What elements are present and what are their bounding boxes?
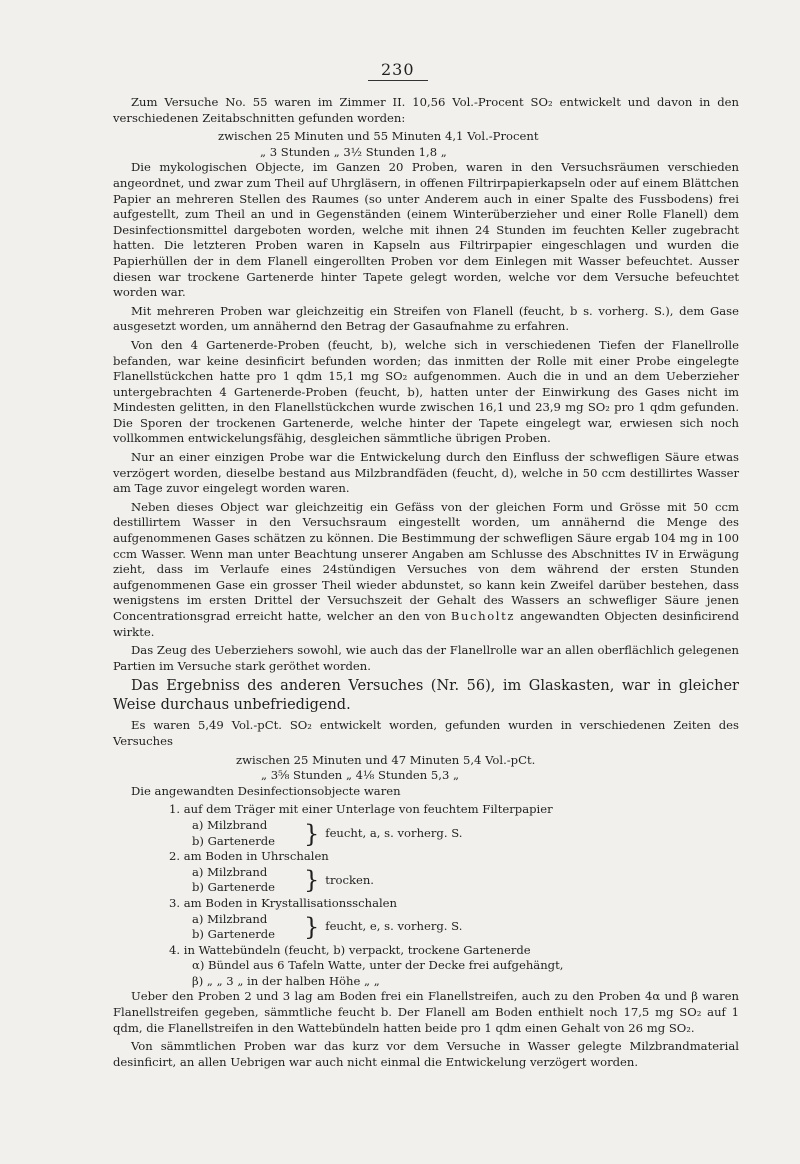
brace: } (304, 819, 320, 848)
paragraph: Es waren 5,49 Vol.-pCt. SO₂ entwickelt worden, gefunden wurden in verschiedenen Zeiten des Versuches (113, 718, 739, 748)
paragraph: Zum Versuche No. 55 waren im Zimmer II. 10,56 Vol.-Procent SO₂ entwickelt und davon in den verschiedenen Zeitabschnitten gefunden worden: (113, 95, 739, 125)
list-subitem: a) Milzbrand (192, 817, 268, 832)
paragraph: Das Zeug des Ueberziehers sowohl, wie auch das der Flanellrolle war an allen oberflächlich gelegenen Partien im Versuche stark geröthet worden. (113, 643, 739, 673)
condition-label: feucht, e, s. vorherg. S. (325, 919, 463, 934)
list-subitem: a) Milzbrand (192, 864, 268, 879)
paragraph (113, 500, 739, 640)
measurement-line: zwischen 25 Minuten und 55 Minuten 4,1 Vol.-Procent (218, 129, 539, 144)
measurement-line: zwischen 25 Minuten und 47 Minuten 5,4 Vol.-pCt. (236, 752, 536, 767)
list-subitem: α) Bündel aus 6 Tafeln Watte, unter der Decke frei aufgehängt, (192, 958, 564, 973)
list-subitems (192, 818, 739, 849)
condition-label: feucht, a, s. vorherg. S. (325, 825, 463, 840)
list-subitem: a) Milzbrand (192, 911, 268, 926)
page-number-rule (368, 80, 428, 81)
measurement-line: „ 3⅝ Stunden „ 4⅛ Stunden 5,3 „ (261, 768, 460, 783)
list-subitems (192, 865, 739, 896)
list-subitem: β) „ „ 3 „ in der halben Höhe „ „ (192, 973, 380, 988)
paragraph: Von den 4 Gartenerde-Proben (feucht, b), welche sich in verschiedenen Tiefen der Flanellrolle befanden, war keine desinficirt befunden worden; das inmitten der Rolle mit einer Probe eingelegte Flanellstückchen hatte pro 1 qdm 15,1 mg SO₂ aufgenommen. Auch die in und an dem Ueberzieher untergebrachten 4 Gartenerde-Proben (feucht, b), hatten unter der Einwirkung des Gases nicht im Mindesten gelitten, in den Flanellstückchen wurde zwischen 16,1 und 23,9 mg SO₂ pro 1 qdm gefunden. Die Sporen der trockenen Gartenerde, welche hinter der Tapete eingelegt war, erwiesen sich noch vollkommen entwickelungsfähig, desgleichen sämmtliche übrigen Proben. (113, 337, 739, 446)
brace: } (304, 866, 320, 895)
paragraph: Ueber den Proben 2 und 3 lag am Boden frei ein Flanellstreifen, auch zu den Proben 4α und β waren Flanellstreifen gegeben, sämmtliche feucht b. Der Flanell am Boden enthielt noch 17,5 mg SO₂ auf 1 qdm, die Flanellstreifen in den Wattebündeln hatten beide pro 1 qdm einen Gehalt von 26 mg SO₂. (113, 989, 739, 1035)
section-heading: Das Ergebniss des anderen Versuches (Nr. 56), im Glaskasten, war in gleicher Weise durchaus unbefriedigend. (113, 678, 739, 714)
page-number: 230 (381, 60, 415, 79)
paragraph: Die angewandten Desinfectionsobjecte waren (131, 783, 401, 798)
list-subitem: b) Gartenerde (192, 880, 276, 895)
list-item: 2. am Boden in Uhrschalen (169, 849, 329, 864)
paragraph: Mit mehreren Proben war gleichzeitig ein Streifen von Flanell (feucht, b s. vorherg. S.), dem Gase ausgesetzt worden, um annähernd den Betrag der Gasaufnahme zu erfahren. (113, 303, 739, 334)
body-text (113, 95, 739, 1073)
list-subitem: b) Gartenerde (192, 927, 276, 942)
list-subitem: b) Gartenerde (192, 833, 276, 848)
author-name: Bucholtz (450, 609, 516, 623)
measurement-line: „ 3 Stunden „ 3½ Stunden 1,8 „ (260, 144, 447, 159)
paragraph-text: angewandten Objecten desinficirend wirkte. (113, 609, 739, 639)
paragraph-text: Neben dieses Object war gleichzeitig ein Gefäss von der gleichen Form und Grösse mit 50 ccm destillirtem Wasser in den Versuchsraum eingestellt worden, um annähernd die Menge des aufgenommenen Gases schätzen zu können. Die Bestimmung der schwefligen Säure ergab 104 mg in 100 ccm Wasser. Wenn man unter Beachtung unserer Angaben am Schlusse des Abschnittes IV in Erwägung zieht, dass im Verlaufe eines 24stündigen Versuches von dem während der ersten Stunden aufgenommenen Gase ein grosser Theil wieder abdunstet, so kann kein Zweifel darüber bestehen, dass wenigstens im ersten Drittel der Versuchszeit der Gehalt des Wassers an schwefliger Säure jenen Concentrationsgrad erreicht hatte, welcher an den von (113, 499, 739, 623)
paragraph: Die mykologischen Objecte, im Ganzen 20 Proben, waren in den Versuchsräumen verschieden angeordnet, und zwar zum Theil auf Uhrgläsern, in offenen Filtrirpapierkapseln oder auf einem Blättchen Papier an mehreren Stellen des Raumes (so unter Anderem auch in einer Spalte des Fussbodens) frei aufgestellt, zum Theil an und in Gegenständen (einem Winterüberzieher und einer Rolle Flanell) dem Desinfectionsmittel dargeboten worden, welche mit ihnen 24 Stunden im feuchten Keller zugebracht hatten. Die letzteren Proben waren in Kapseln aus Filtrirpapier eingeschlagen und wurden die Papierhüllen der in dem Flanell eingerollten Proben vor dem Einlegen mit Wasser befeuchtet. Ausser diesen war trockene Gartenerde hinter Tapete gelegt worden, welche vor dem Versuche befeuchtet worden war. (113, 160, 739, 300)
list-item: 4. in Wattebündeln (feucht, b) verpackt, trockene Gartenerde (169, 942, 531, 957)
paragraph: Nur an einer einzigen Probe war die Entwickelung durch den Einfluss der schwefligen Säure etwas verzögert worden, dieselbe bestand aus Milzbrandfäden (feucht, d), welche in 50 ccm destillirtes Wasser am Tage zuvor eingelegt worden waren. (113, 450, 739, 496)
brace: } (304, 913, 320, 942)
list-subitems (192, 912, 739, 943)
list-item: 3. am Boden in Krystallisationsschalen (169, 895, 398, 910)
paragraph: Von sämmtlichen Proben war das kurz vor dem Versuche in Wasser gelegte Milzbrandmaterial desinficirt, an allen Uebrigen war auch nicht einmal die Entwickelung verzögert worden. (113, 1039, 739, 1069)
list-item: 1. auf dem Träger mit einer Unterlage von feuchtem Filterpapier (169, 802, 553, 817)
condition-label: trocken. (325, 872, 374, 887)
